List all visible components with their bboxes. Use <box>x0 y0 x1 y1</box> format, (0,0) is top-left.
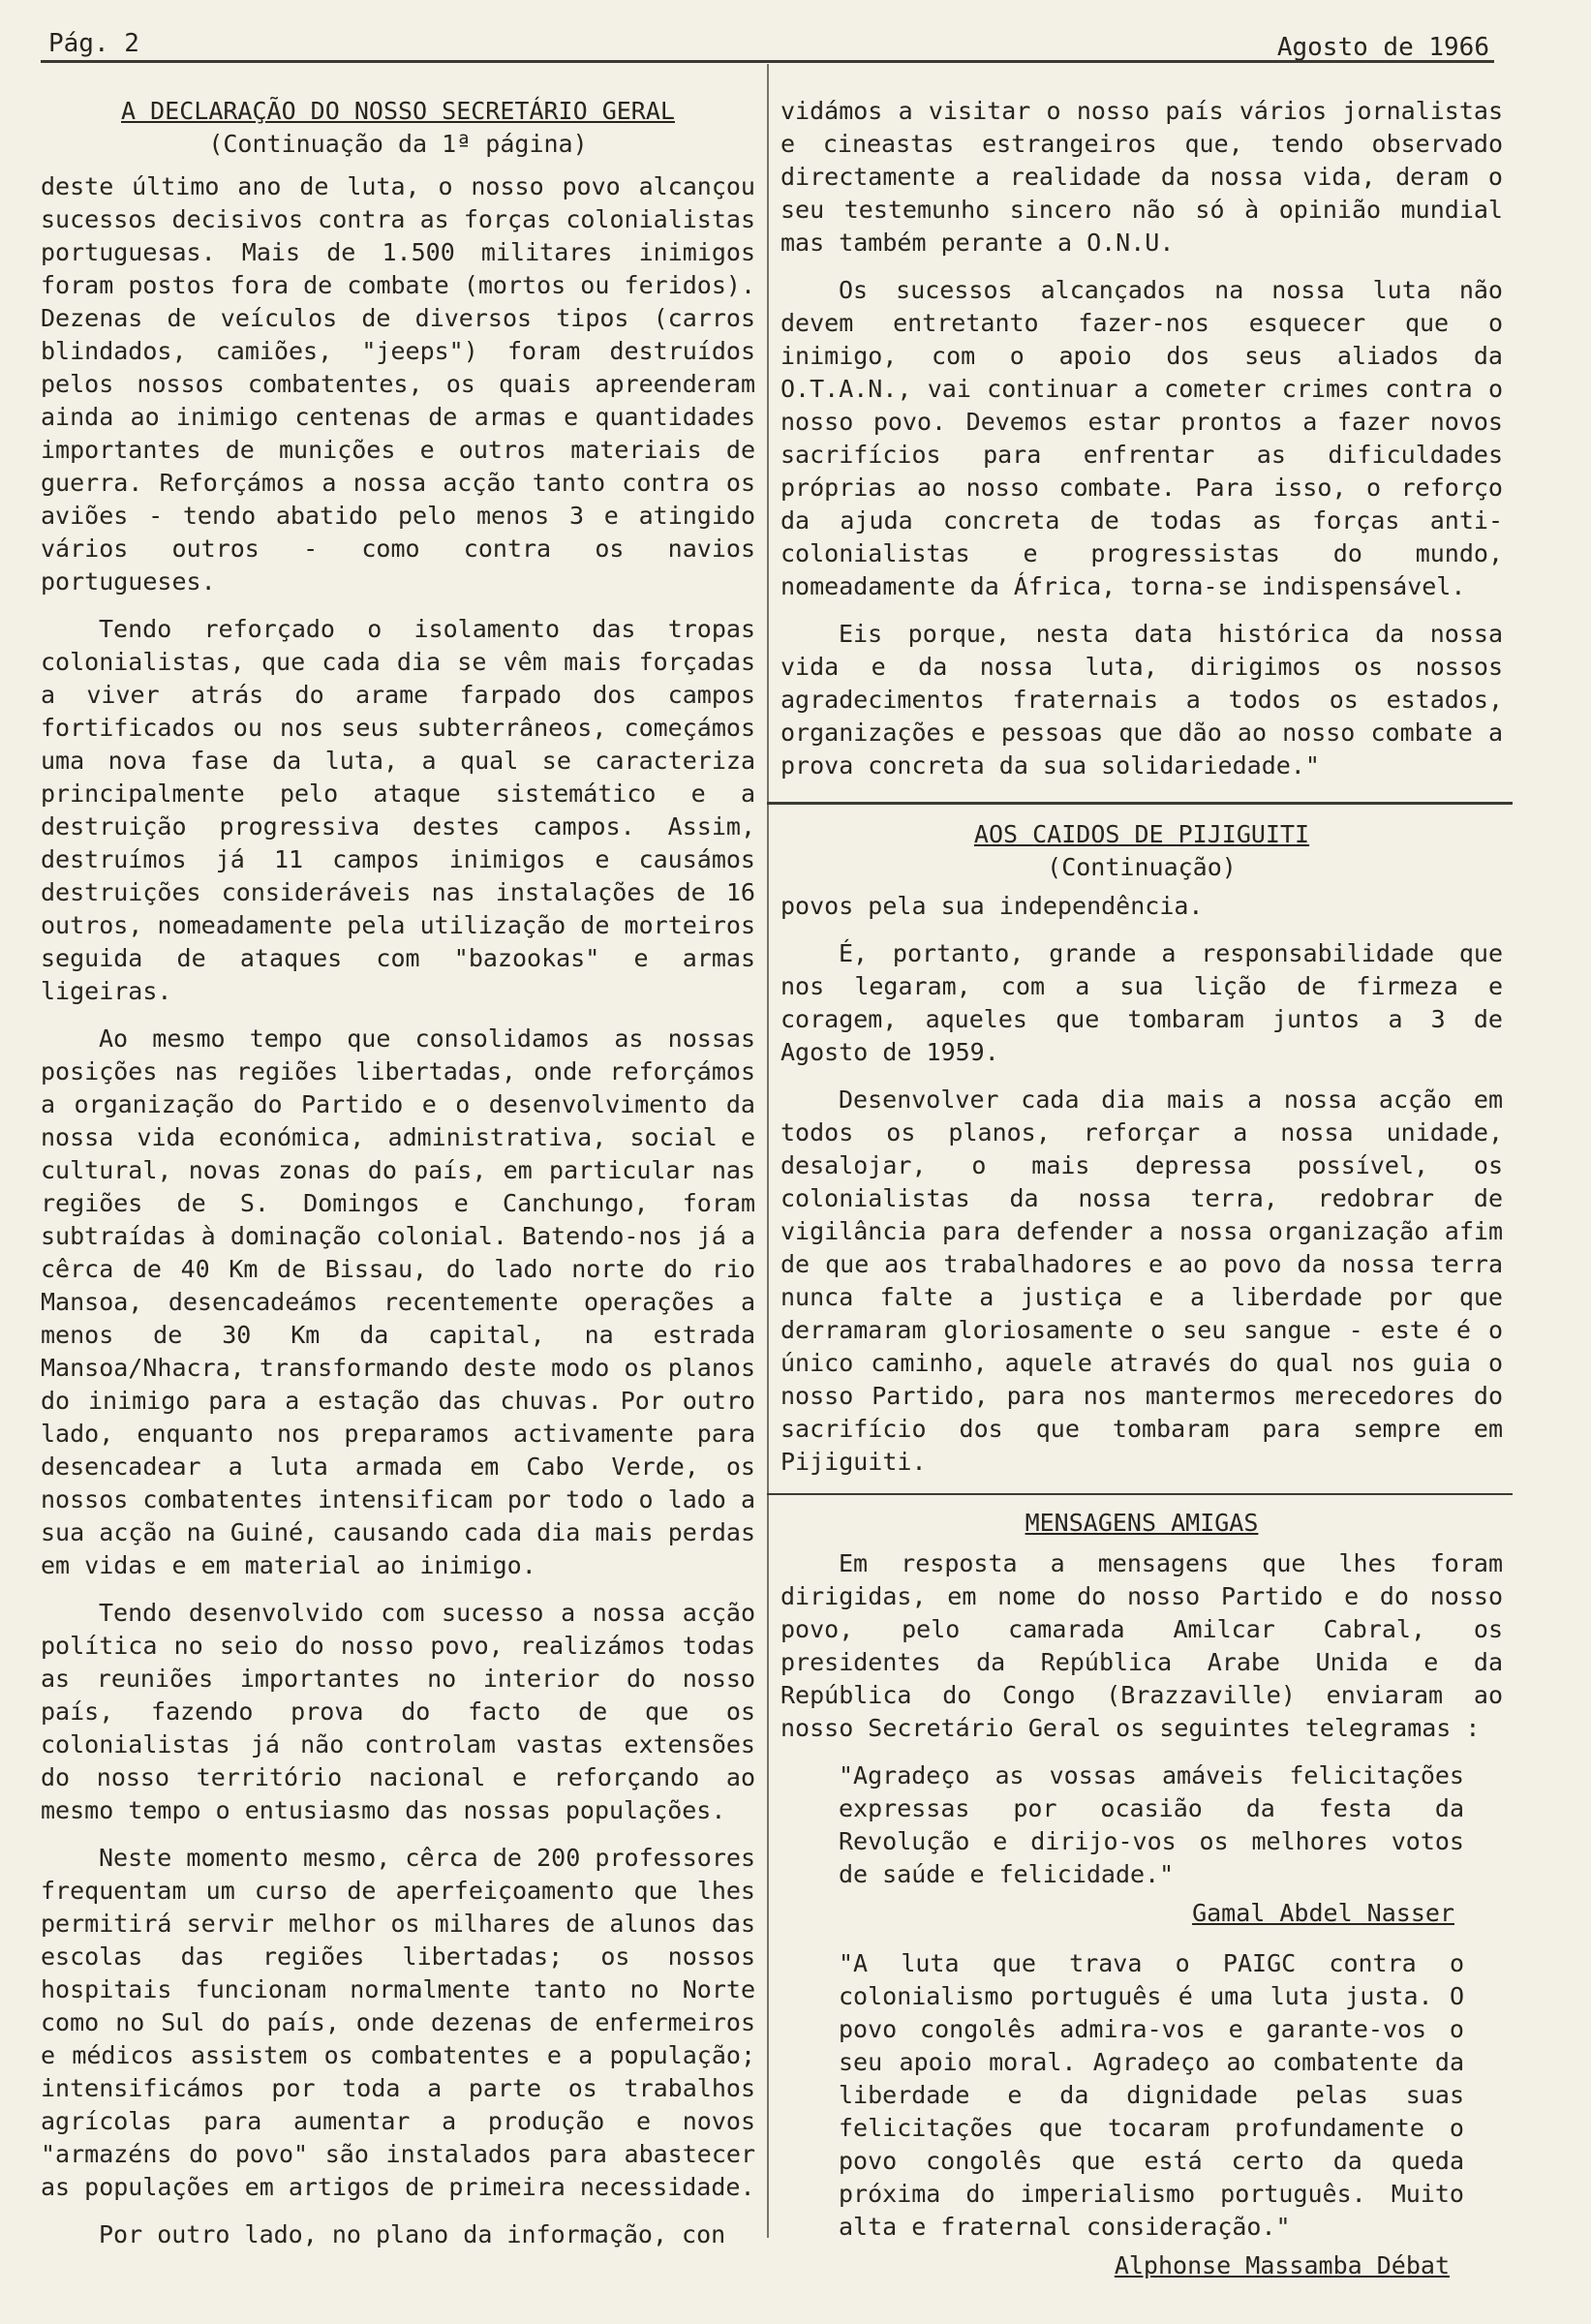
declaration-heading <box>41 95 755 161</box>
declaration-paragraph: deste último ano de luta, o nosso povo alcançou sucessos decisivos contra as forças colonialistas portuguesas. Mais de 1.500 militares inimigos foram postos fora de combate (mortos ou feridos). Dezenas de veículos de diversos tipos (carros blindados, camiões, "jeeps") foram destruídos pelos nossos combatentes, os quais apreenderam ainda ao inimigo centenas de armas e quantidades importantes de munições e outros materiais de guerra. Reforçámos a nossa acção tanto contra os aviões - tendo abatido pelo menos 3 e atingido vários outros - como contra os navios portugueses. <box>41 172 755 596</box>
pijiguiti-title: AOS CAIDOS DE PIJIGUITI <box>973 820 1310 848</box>
declaration-continued-paragraph: vidámos a visitar o nosso país vários jornalistas e cineastas estrangeiros que, tendo observado directamente a realidade da nossa vida, deram o seu testemunho sincero não só à opinião mundial mas também perante a O.N.U. <box>780 97 1503 257</box>
declaration-paragraph: Por outro lado, no plano da informação, con <box>99 2220 726 2248</box>
telegram-signature: Alphonse Massamba Débat <box>1114 2251 1450 2279</box>
declaration-continued-paragraph: Os sucessos alcançados na nossa luta não devem entretanto fazer-nos esquecer que o inimigo, com o apoio dos seus aliados da O.T.A.N., vai continuar a cometer crimes contra o nosso povo. Devemos estar prontos a fazer novos sacrifícios para enfrentar as dificuldades próprias ao nosso combate. Para isso, o reforço da ajuda concreta de todas as forças anti-colonialistas e progressistas do mundo, nomeadamente da África, torna-se indispensável. <box>780 276 1503 600</box>
section-divider <box>767 802 1513 805</box>
telegram-signature: Gamal Abdel Nasser <box>1192 1899 1454 1927</box>
column-divider <box>767 64 769 2238</box>
left-column <box>41 95 755 2266</box>
declaration-paragraph: Ao mesmo tempo que consolidamos as nossas posições nas regiões libertadas, onde reforçámos a organização do Partido e o desenvolvimento da nossa vida económica, administrativa, social e cultural, novas zonas do país, em particular nas regiões de S. Domingos e Canchungo, foram subtraídas à dominação colonial. Batendo-nos já a cêrca de 40 Km de Bissau, do lado norte do rio Mansoa, desencadeámos recentemente operações a menos de 30 Km da capital, na estrada Mansoa/Nhacra, transformando deste modo os planos do inimigo para a estação das chuvas. Por outro lado, enquanto nos preparamos activamente para desencadear a luta armada em Cabo Verde, os nossos combatentes intensificam por todo o lado a sua acção na Guiné, causando cada dia mais perdas em vidas e em material ao inimigo. <box>41 1024 755 1579</box>
section-divider <box>767 1493 1513 1495</box>
pijiguiti-paragraph: É, portanto, grande a responsabilidade que nos legaram, com a sua lição de firmeza e coragem, aqueles que tombaram juntos a 3 de Agosto de 1959. <box>780 939 1503 1066</box>
issue-date: Agosto de 1966 <box>1276 33 1489 62</box>
telegram-quote: "Agradeço as vossas amáveis felicitações expressas por ocasião da festa da Revolução e dirijo-vos os melhores votos de saúde e felicidade." <box>839 1761 1464 1888</box>
declaration-title: A DECLARAÇÃO DO NOSSO SECRETÁRIO GERAL <box>121 97 675 125</box>
declaration-subtitle: (Continuação da 1ª página) <box>208 130 588 158</box>
pijiguiti-lead: povos pela sua independência. <box>780 892 1204 920</box>
page-number: Pág. 2 <box>48 29 139 58</box>
header-rule <box>41 60 1494 63</box>
pijiguiti-heading <box>780 818 1503 884</box>
mensagens-title: MENSAGENS AMIGAS <box>1025 1509 1259 1537</box>
mensagens-heading <box>780 1507 1503 1540</box>
declaration-paragraph: Neste momento mesmo, cêrca de 200 professores frequentam um curso de aperfeiçoamento que lhes permitirá servir melhor os milhares de alunos das escolas das regiões libertadas; os nossos hospitais funcionam normalmente tanto no Norte como no Sul do país, onde dezenas de enfermeiros e médicos assistem os combatentes e a população; intensificámos por toda a parte os trabalhos agrícolas para aumentar a produção e novos "armazéns do povo" são instalados para abastecer as populações em artigos de primeira necessidade. <box>41 1844 755 2201</box>
declaration-paragraph: Tendo reforçado o isolamento das tropas colonialistas, que cada dia se vêm mais forçadas a viver atrás do arame farpado dos campos fortificados ou nos seus subterrâneos, começámos uma nova fase da luta, a qual se caracteriza principalmente pelo ataque sistemático e a destruição progressiva destes campos. Assim, destruímos já 11 campos inimigos e causámos destruições consideráveis nas instalações de 16 outros, nomeadamente pela utilização de morteiros seguida de ataques com "bazookas" e armas ligeiras. <box>41 615 755 1005</box>
declaration-paragraph: Tendo desenvolvido com sucesso a nossa acção política no seio do nosso povo, realizámos todas as reuniões importantes no interior do nosso país, fazendo prova do facto de que os colonialistas já não controlam vastas extensões do nosso território nacional e reforçando ao mesmo tempo o entusiasmo das nossas populações. <box>41 1599 755 1824</box>
telegram-quote: "A luta que trava o PAIGC contra o colonialismo português é uma luta justa. O povo congolês admira-vos e garante-vos o seu apoio moral. Agradeço ao combatente da liberdade e da dignidade pelas suas felicitações que tocaram profundamente o povo congolês que está certo da queda próxima do imperialismo português. Muito alta e fraternal consideração." <box>839 1949 1464 2241</box>
pijiguiti-paragraph: Desenvolver cada dia mais a nossa acção em todos os planos, reforçar a nossa unidade, desalojar, o mais depressa possível, os colonialistas da nossa terra, redobrar de vigilância para defender a nossa organização afim de que aos trabalhadores e ao povo da nossa terra nunca falte a justiça e a liberdade por que derramaram gloriosamente o seu sangue - este é o único caminho, aquele através do qual nos guia o nosso Partido, para nos mantermos merecedores do sacrifício dos que tombaram para sempre em Pijiguiti. <box>780 1086 1503 1476</box>
declaration-continued-paragraph: Eis porque, nesta data histórica da nossa vida e da nossa luta, dirigimos os nossos agradecimentos fraternais a todos os estados, organizações e pessoas que dão ao nosso combate a prova concreta da sua solidariedade." <box>780 620 1503 780</box>
right-column <box>780 95 1503 2282</box>
mensagens-intro: Em resposta a mensagens que lhes foram dirigidas, em nome do nosso Partido e do nosso povo, pelo camarada Amilcar Cabral, os presidentes da República Arabe Unida e da República do Congo (Brazzaville) enviaram ao nosso Secretário Geral os seguintes telegramas : <box>780 1549 1503 1742</box>
pijiguiti-subtitle: (Continuação) <box>1047 853 1237 881</box>
